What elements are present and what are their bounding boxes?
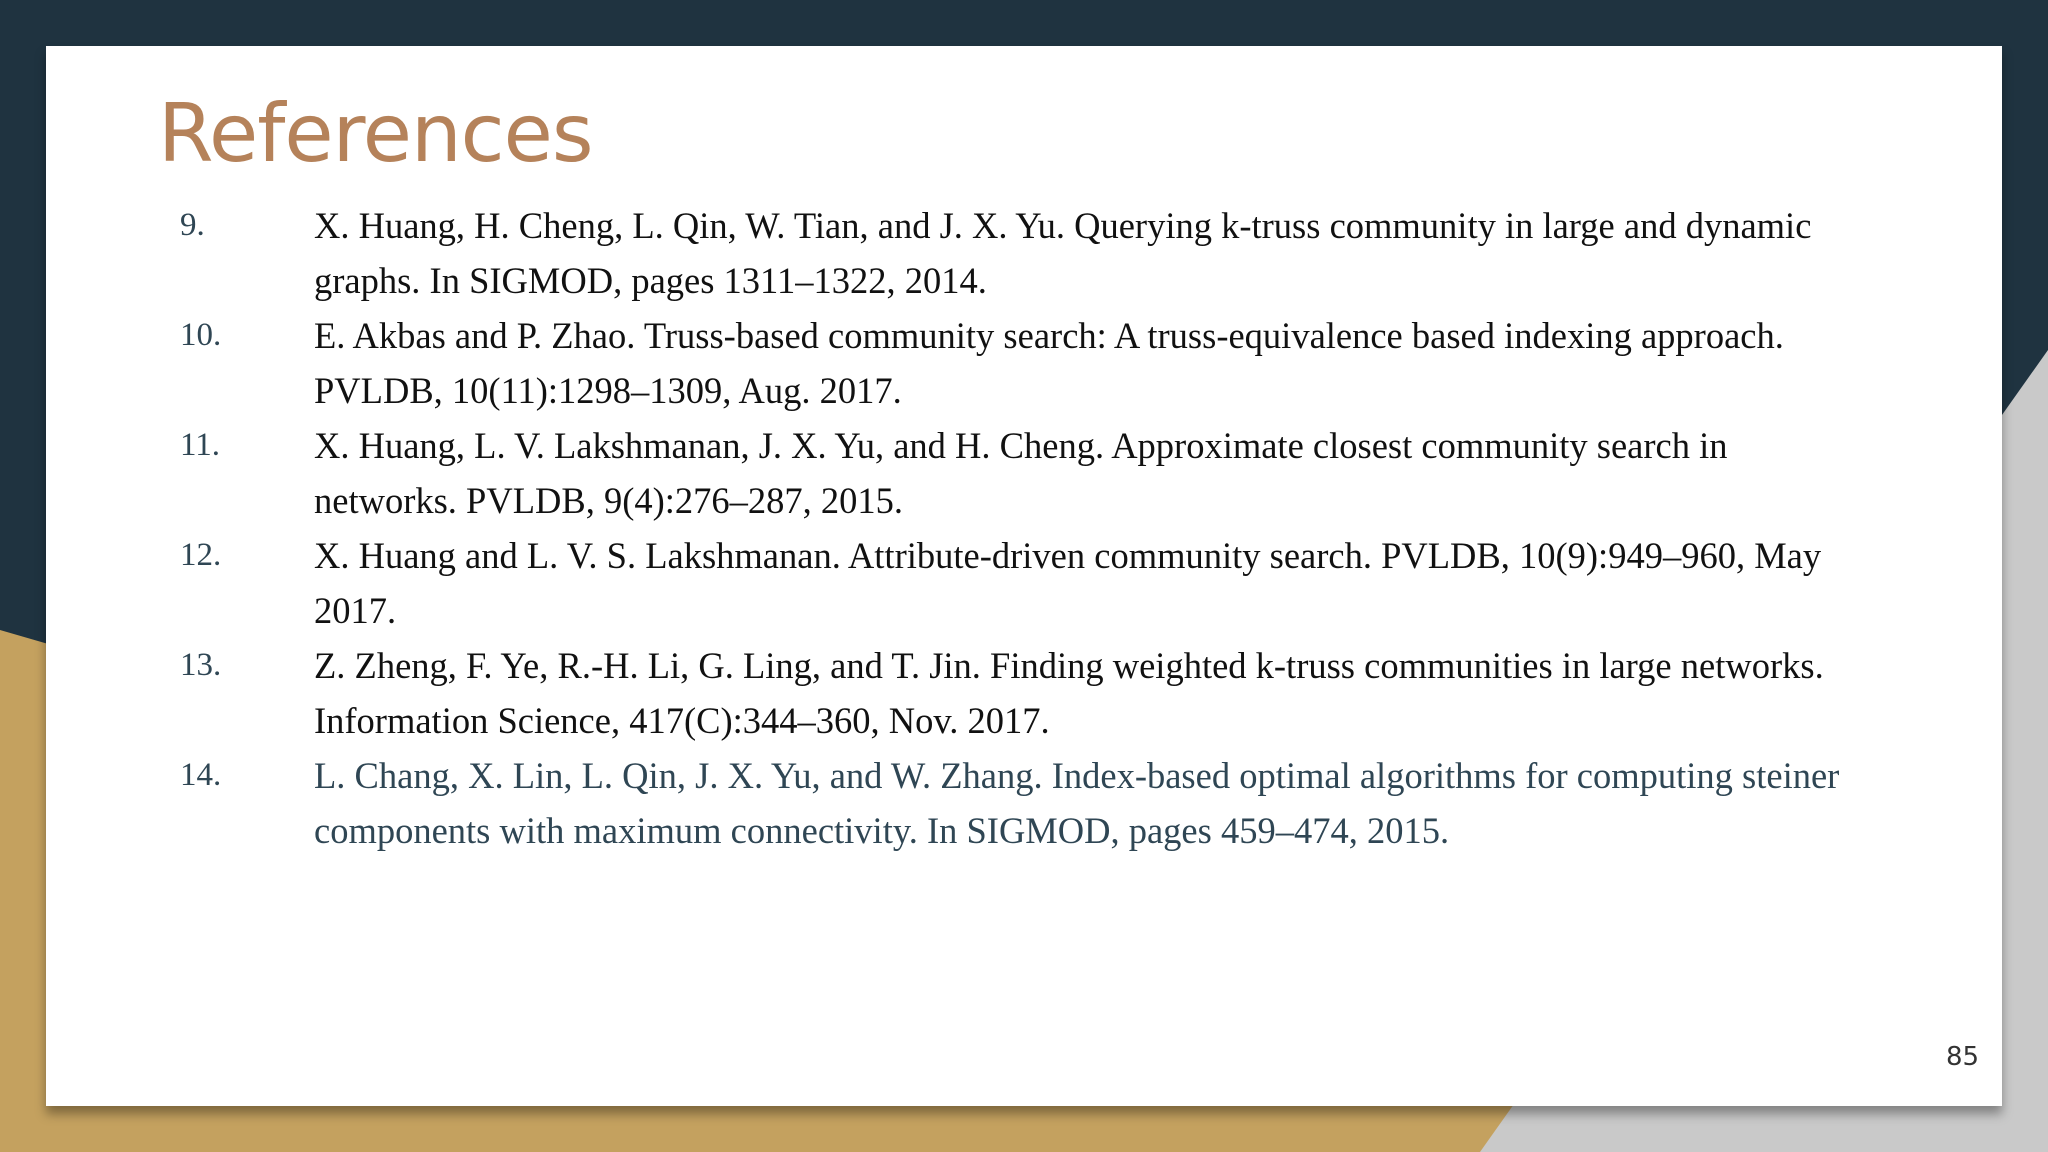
reference-number: 9. [180, 207, 205, 243]
reference-item [180, 638, 1860, 748]
reference-list [180, 198, 1860, 858]
reference-item-highlighted [180, 748, 1860, 858]
reference-number: 10. [180, 317, 222, 353]
reference-number: 11. [180, 427, 221, 463]
reference-text: X. Huang, L. V. Lakshmanan, J. X. Yu, and H. Cheng. Approximate closest community search in networks. PVLDB, 9(4):276–287, 2015. [314, 425, 1728, 521]
reference-number: 14. [180, 757, 222, 793]
reference-text: L. Chang, X. Lin, L. Qin, J. X. Yu, and W. Zhang. Index-based optimal algorithms for computing steiner components with maximum connectivity. In SIGMOD, pages 459–474, 2015. [314, 755, 1840, 851]
reference-text: E. Akbas and P. Zhao. Truss-based community search: A truss-equivalence based indexing approach. PVLDB, 10(11):1298–1309, Aug. 2017. [314, 315, 1784, 411]
page-number: 85 [1946, 1042, 1980, 1072]
reference-text: X. Huang and L. V. S. Lakshmanan. Attribute-driven community search. PVLDB, 10(9):949–960, May 2017. [314, 535, 1822, 631]
reference-number: 13. [180, 647, 222, 683]
reference-item [180, 418, 1860, 528]
reference-item [180, 528, 1860, 638]
reference-text: X. Huang, H. Cheng, L. Qin, W. Tian, and J. X. Yu. Querying k-truss community in large and dynamic graphs. In SIGMOD, pages 1311–1322, 2014. [314, 205, 1812, 301]
slide-title: References [158, 87, 593, 180]
reference-number: 12. [180, 537, 222, 573]
reference-item [180, 198, 1860, 308]
reference-item [180, 308, 1860, 418]
reference-text: Z. Zheng, F. Ye, R.-H. Li, G. Ling, and T. Jin. Finding weighted k-truss communities in large networks. Information Science, 417(C):344–360, Nov. 2017. [314, 645, 1824, 741]
